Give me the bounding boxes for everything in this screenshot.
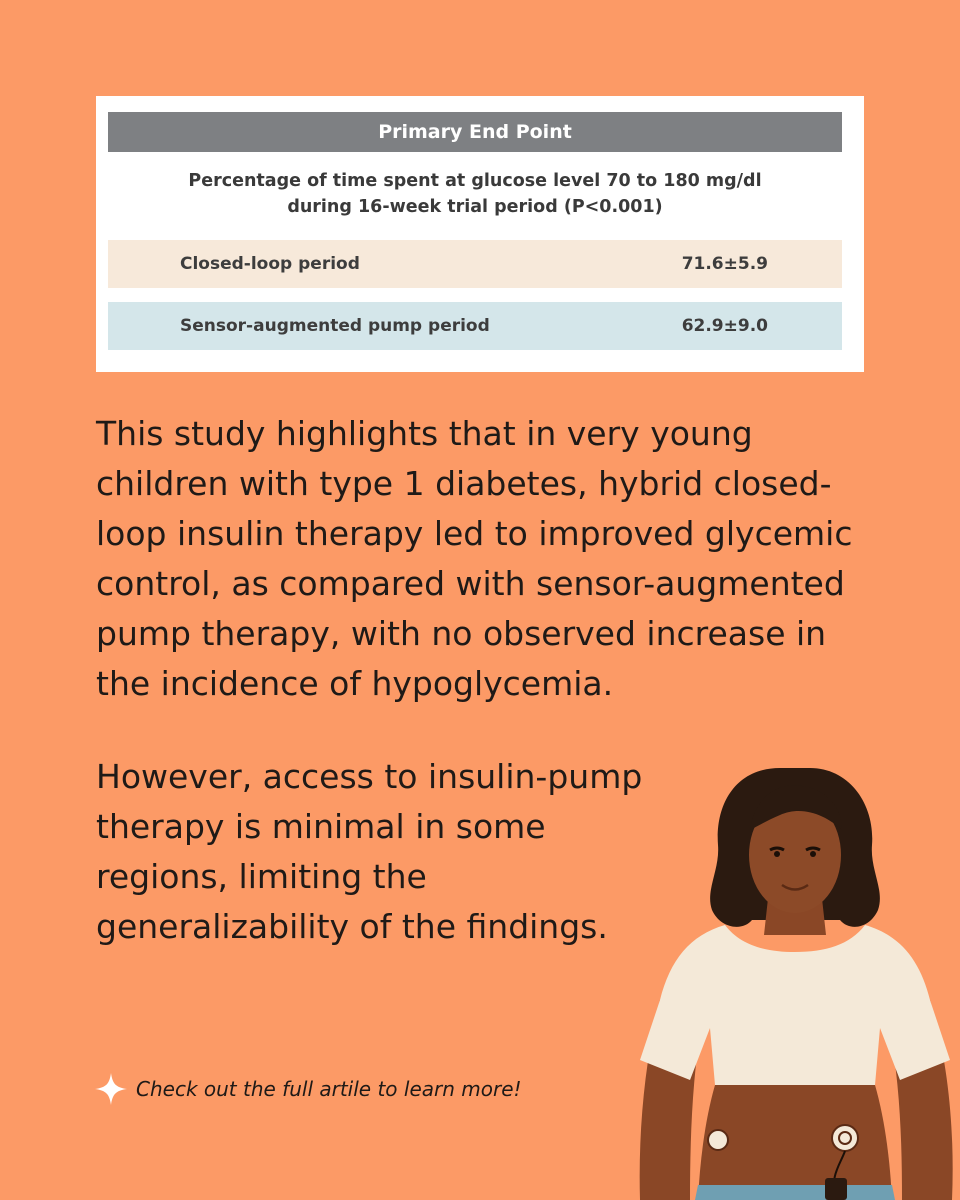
row-label: Closed-loop period: [180, 254, 360, 274]
insulin-pump-icon: [832, 1125, 858, 1151]
shirt-icon: [640, 925, 950, 1085]
row-label: Sensor-augmented pump period: [180, 316, 490, 336]
table-subtitle-line-1: Percentage of time spent at glucose level 70 to 180 mg/dl: [188, 171, 762, 191]
row-value: 62.9±9.0: [681, 316, 768, 336]
primary-end-point-table: [96, 96, 864, 372]
sparkle-icon: [94, 1072, 128, 1106]
cgm-sensor-icon: [708, 1130, 728, 1150]
woman-with-insulin-pump-illustration: [630, 760, 960, 1200]
body-paragraph-limitation: However, access to insulin-pump therapy is minimal in some regions, limiting the generalizability of the findings.: [96, 757, 643, 946]
table-subtitle: [108, 168, 842, 220]
table-subtitle-line-2: during 16-week trial period (P<0.001): [287, 197, 663, 217]
table-row-sensor-augmented: [108, 302, 842, 350]
body-paragraph-study-highlight: This study highlights that in very young children with type 1 diabetes, hybrid closed-loop insulin therapy led to improved glycemic control, as compared with sensor-augmented pump therapy, with no observed increase in the incidence of hypoglycemia.: [96, 414, 853, 703]
table-header: Primary End Point: [108, 112, 842, 152]
cta-text: Check out the full artile to learn more!: [136, 1077, 522, 1101]
table-row-closed-loop: [108, 240, 842, 288]
row-value: 71.6±5.9: [681, 254, 768, 274]
